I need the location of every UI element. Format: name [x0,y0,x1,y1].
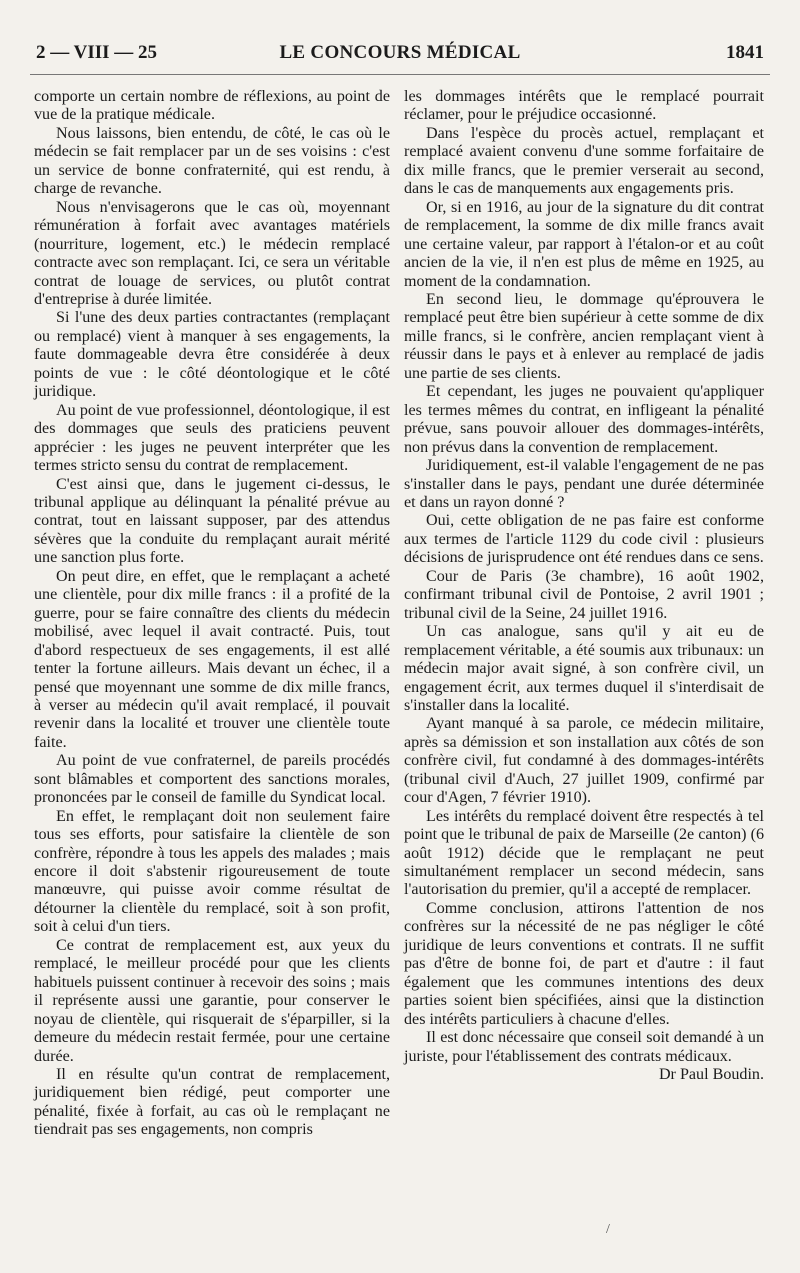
paragraph: Nous laissons, bien entendu, de côté, le cas où le médecin se fait remplacer par un de ses voisins : c'est un service de bonne confraternité, qui est rendu, à charge de revanche. [34,124,390,198]
paragraph: Nous n'envisagerons que le cas où, moyennant rémunération à forfait avec avantages matériels (nourriture, logement, etc.) le médecin remplacé contracte avec son remplaçant. Ici, ce sera un véritable contrat de louage de services, ou plutôt contrat d'entreprise à durée limitée. [34,198,390,308]
paragraph: Les intérêts du remplacé doivent être respectés à tel point que le tribunal de paix de Marseille (2e canton) (6 août 1912) décide que le remplaçant ne peut simultanément remplacer un second médecin, sans l'autorisation du premier, qu'il a accepté de remplacer. [404,807,764,899]
paragraph: Il en résulte qu'un contrat de remplacement, juridiquement bien rédigé, peut comporter une pénalité, fixée à forfait, au cas où le remplaçant ne tiendrait pas ses engagements, non compris [34,1066,390,1139]
paragraph: Oui, cette obligation de ne pas faire est conforme aux termes de l'article 1129 du code civil : plusieurs décisions de jurisprudence ont été rendues dans ce sens. [404,512,764,567]
paragraph: les dommages intérêts que le remplacé pourrait réclamer, pour le préjudice occasionné. [404,88,764,124]
paragraph: Si l'une des deux parties contractantes (remplaçant ou remplacé) vient à manquer à ses engagements, la faute dommageable devra être considérée à deux points de vue : le côté déontologique et le côté juridique. [34,309,390,401]
paragraph: En second lieu, le dommage qu'éprouvera le remplacé peut être bien supérieur à cette somme de dix mille francs, si le confrère, ancien remplaçant vient à réussir dans le pays et à enlever au remplacé de jadis une partie de ses clients. [404,290,764,382]
paragraph: Il est donc nécessaire que conseil soit demandé à un juriste, pour l'établissement des contrats médicaux. [404,1029,764,1065]
paragraph: Cour de Paris (3e chambre), 16 août 1902, confirmant tribunal civil de Pontoise, 2 avril 1901 ; tribunal civil de la Seine, 24 juillet 1916. [404,567,764,622]
left-column [34,88,390,1140]
page-number: 1841 [726,42,764,63]
paragraph: Dans l'espèce du procès actuel, remplaçant et remplacé avaient convenu d'une somme forfaitaire de dix mille francs, que le premier verserait au second, dans le cas de manquements aux engagements pris. [404,124,764,198]
author-signature: Dr Paul Boudin. [658,1066,764,1084]
paragraph: Ce contrat de remplacement est, aux yeux du remplacé, le meilleur procédé pour que les clients habituels puissent continuer à recevoir des soins ; mais il représente aussi une garantie, pour conserver le noyau de clientèle, qui risquerait de s'éparpiller, si la demeure du médecin restait fermée, pour une certaine durée. [34,936,390,1065]
paragraph: Or, si en 1916, au jour de la signature du dit contrat de remplacement, la somme de dix mille francs avait une certaine valeur, par rapport à l'étalon-or et au coût ancien de la vie, il n'en est plus de même en 1925, au moment de la condamnation. [404,198,764,290]
paragraph: comporte un certain nombre de réflexions, au point de vue de la pratique médicale. [34,88,390,124]
right-column [404,88,764,1084]
paragraph: Et cependant, les juges ne pouvaient qu'appliquer les termes mêmes du contrat, en infligeant la pénalité prévue, sans pouvoir allouer des dommages-intérêts, non prévus dans la convention de remplacement. [404,383,764,456]
paragraph: C'est ainsi que, dans le jugement ci-dessus, le tribunal applique au délinquant la pénalité prévue au contrat, tout en laissant supposer, par des attendus sévères que la conduite du remplaçant aurait mérité une sanction plus forte. [34,475,390,567]
paragraph: Au point de vue professionnel, déontologique, il est des dommages que seuls des praticiens peuvent apprécier : les juges ne peuvent interpréter que les termes stricto sensu du contrat de remplacement. [34,401,390,475]
paragraph: Un cas analogue, sans qu'il y ait eu de remplacement véritable, a été soumis aux tribunaux: un médecin major avait signé, à son confrère civil, un engagement écrit, aux termes duquel il s'interdisait de s'installer dans la localité. [404,623,764,714]
paragraph: Au point de vue confraternel, de pareils procédés sont blâmables et comportent des sanctions morales, prononcées par le conseil de famille du Syndicat local. [34,752,390,807]
issue-date: 2 — VIII — 25 [36,42,158,63]
stray-mark: / [606,1222,610,1237]
paragraph: En effet, le remplaçant doit non seulement faire tous ses efforts, pour satisfaire la clientèle de son confrère, répondre à tous les appels des malades ; mais encore il doit s'abstenir rigoureusement de toute manœuvre, qui puisse avoir comme résultat de détourner la clientèle du remplacé, soit à son profit, soit à celui d'un tiers. [34,807,390,936]
header-rule [30,74,770,75]
journal-title: LE CONCOURS MÉDICAL [279,42,521,63]
paragraph: Ayant manqué à sa parole, ce médecin militaire, après sa démission et son installation aux côtés de son confrère civil, fut condamné à des dommages-intérêts (tribunal civil d'Auch, 27 juillet 1909, confirmé par cour d'Agen, 7 février 1910). [404,715,764,807]
paragraph: Juridiquement, est-il valable l'engagement de ne pas s'installer dans le pays, pendant une durée déterminée et dans un rayon donné ? [404,457,764,511]
page-header [36,42,764,68]
paragraph: Comme conclusion, attirons l'attention de nos confrères sur la nécessité de ne pas négliger le côté juridique de leurs conventions et contrats. Il ne suffit pas d'être de bonne foi, de part et d'autre : il faut également que les communes intentions des deux parties soient bien spécifiées, ainsi que la distinction des intérêts particuliers à chacune d'elles. [404,899,764,1028]
paragraph: On peut dire, en effet, que le remplaçant a acheté une clientèle, pour dix mille francs : il a profité de la guerre, pour se faire connaître des clients du médecin mobilisé, avec lequel il avait contracté. Puis, tout d'abord respectueux de ses engagements, il est allé tenter la fortune ailleurs. Mais devant un échec, il a pensé que moyennant une somme de dix mille francs, à verser au médecin qu'il avait remplacé, il pouvait revenir dans la localité et trouver une clientèle toute faite. [34,567,390,751]
